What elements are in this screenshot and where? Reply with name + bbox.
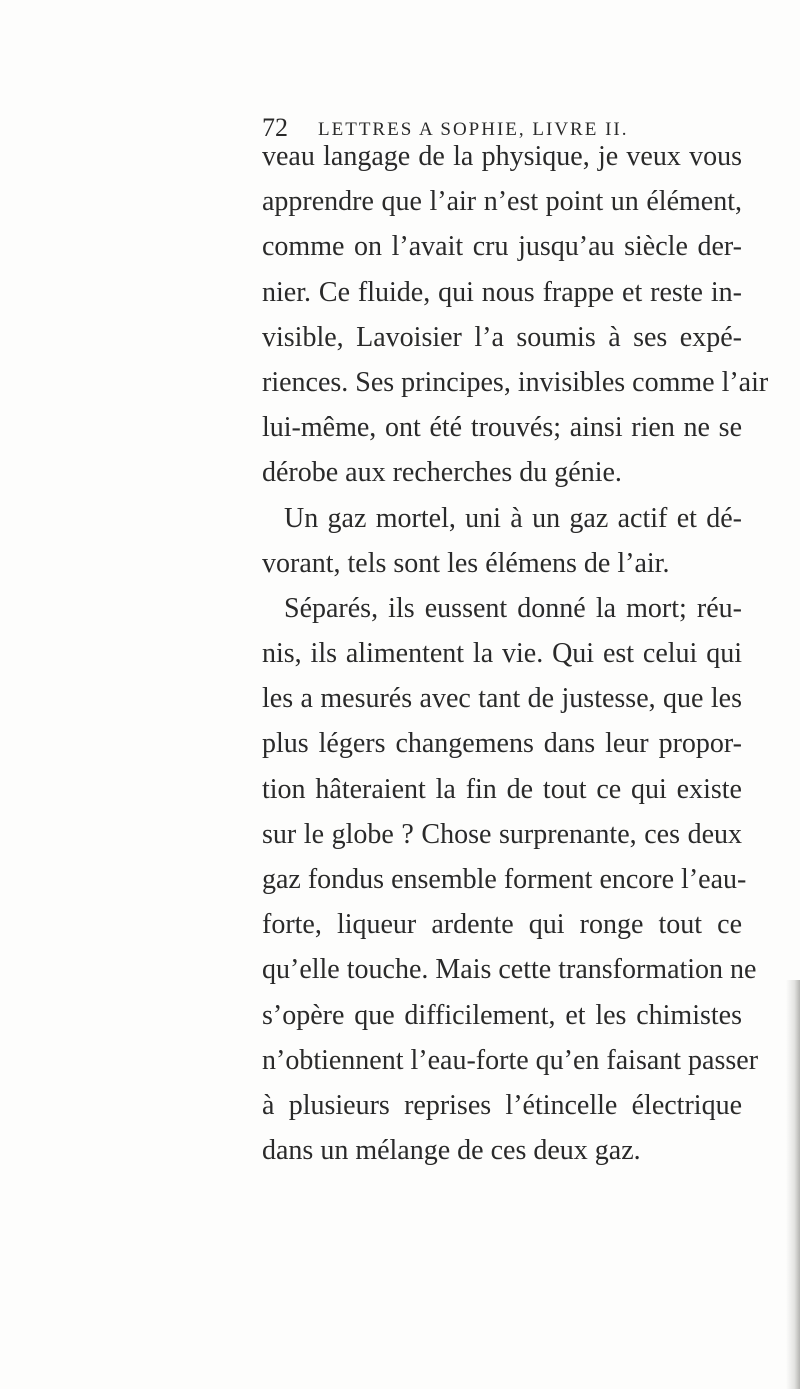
text-line: vorant, tels sont les élémens de l’air. [262,547,670,579]
text-line: sur le globe ? Chose surprenante, ces deux [262,818,742,850]
text-line: lui-même, ont été trouvés; ainsi rien ne se [262,412,742,444]
text-line: Un gaz mortel, uni à un gaz actif et dé- [284,502,742,534]
text-line: visible, Lavoisier l’a soumis à ses expé- [262,321,742,353]
paragraph [262,134,769,496]
text-line: gaz fondus ensemble forment encore l’eau- [262,864,747,895]
text-line: nis, ils alimentent la vie. Qui est celui qui [262,638,742,670]
text-line: dans un mélange de ces deux gaz. [262,1135,641,1167]
adjacent-page-edge [786,980,800,1389]
text-line: apprendre que l’air n’est point un élément, [262,186,742,218]
text-line: s’opère que difficilement, et les chimistes [262,999,742,1031]
text-line: n’obtiennent l’eau-forte qu’en faisant passer [262,1044,759,1076]
text-line: tion hâteraient la fin de tout ce qui existe [262,773,742,805]
text-line: forte, liqueur ardente qui ronge tout ce [262,909,742,941]
text-line: qu’elle touche. Mais cette transformation ne [262,954,757,986]
paragraph [262,496,759,1174]
text-line: riences. Ses principes, invisibles comme l’air [262,366,769,398]
text-line: à plusieurs reprises l’étincelle électrique [262,1089,742,1121]
text-line: veau langage de la physique, je veux vous [262,141,742,172]
text-line: dérobe aux recherches du génie. [262,457,622,489]
text-line: nier. Ce fluide, qui nous frappe et reste in- [262,276,742,308]
page-number: 72 [262,113,288,142]
text-line: Séparés, ils eussent donné la mort; réu- [284,592,742,624]
text-line: les a mesurés avec tant de justesse, que les [262,683,742,715]
body-text [262,134,769,1173]
running-head: LETTRES A SOPHIE, LIVRE II. [318,119,629,140]
text-line: comme on l’avait cru jusqu’au siècle der- [262,231,742,263]
text-line: plus légers changemens dans leur propor- [262,728,742,760]
